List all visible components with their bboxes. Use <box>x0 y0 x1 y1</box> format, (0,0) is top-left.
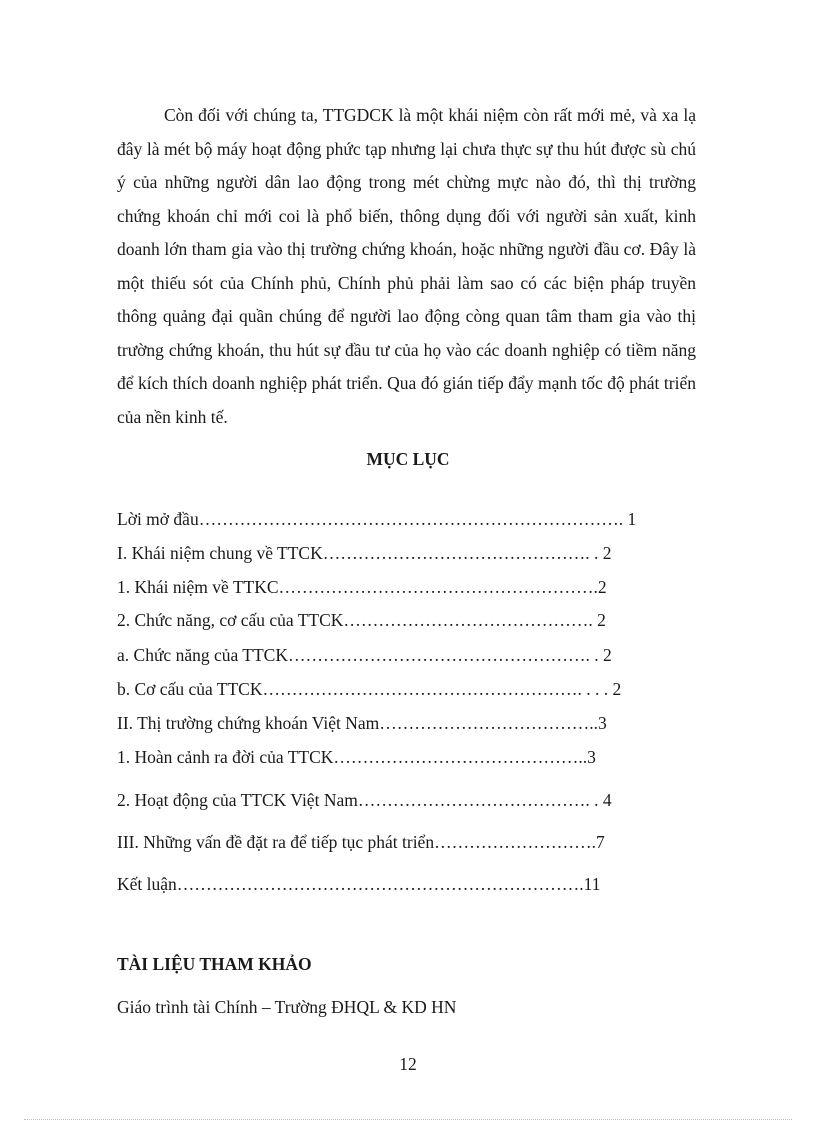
reference-item: Giáo trình tài Chính – Trường ĐHQL & KD HN <box>117 997 457 1017</box>
toc-entry: 2. Hoạt động của TTCK Việt Nam…………………………………. . 4 <box>117 790 612 810</box>
toc-entry: b. Cơ cấu của TTCK………………………………………………. . . . 2 <box>117 679 622 699</box>
toc-entry: 1. Hoàn cảnh ra đời của TTCK……………………………………..3 <box>117 747 596 767</box>
toc-entry: 2. Chức năng, cơ cấu của TTCK……………………………………. 2 <box>117 610 606 630</box>
toc-entry: Lời mở đầu………………………………………………………………. 1 <box>117 509 637 529</box>
toc-entry: II. Thị trường chứng khoán Việt Nam………………………………..3 <box>117 713 607 733</box>
toc-entry: I. Khái niệm chung về TTCK………………………………………. . 2 <box>117 543 612 563</box>
page-number: 12 <box>399 1054 417 1074</box>
toc-entry: 1. Khái niệm về TTKC……………………………………………….2 <box>117 577 607 597</box>
toc-title: MỤC LỤC <box>366 449 450 469</box>
toc-entry: III. Những vấn đề đặt ra để tiếp tục phát triển……………………….7 <box>117 832 605 852</box>
toc-entry: Kết luận…………………………………………………………….11 <box>117 874 601 894</box>
body-paragraph: Còn đối với chúng ta, TTGDCK là một khái niệm còn rất mới mẻ, và xa lạ đây là mét bộ máy hoạt động phức tạp nhưng lại chưa thực sự thu hút được sù chú ý của những người dân lao động trong mét chừng mực nào đó, thì thị trường chứng khoán chỉ mới coi là phổ biến, thông dụng đối với người sản xuất, kinh doanh lớn tham gia vào thị trường chứng khoán, hoặc những người đầu cơ. Đây là một thiếu sót của Chính phủ, Chính phủ phải làm sao có các biện pháp truyền thông quảng đại quần chúng để người lao động còng quan tâm tham gia vào thị trường chứng khoán, thu hút sự đầu tư của họ vào các doanh nghiệp có tiềm năng để kích thích doanh nghiệp phát triển. Qua đó gián tiếp đẩy mạnh tốc độ phát triển của nền kinh tế. <box>117 105 696 427</box>
footer-divider <box>24 1119 792 1120</box>
references-title: TÀI LIỆU THAM KHẢO <box>117 954 312 974</box>
toc-entry: a. Chức năng của TTCK……………………………………………. . 2 <box>117 645 612 665</box>
